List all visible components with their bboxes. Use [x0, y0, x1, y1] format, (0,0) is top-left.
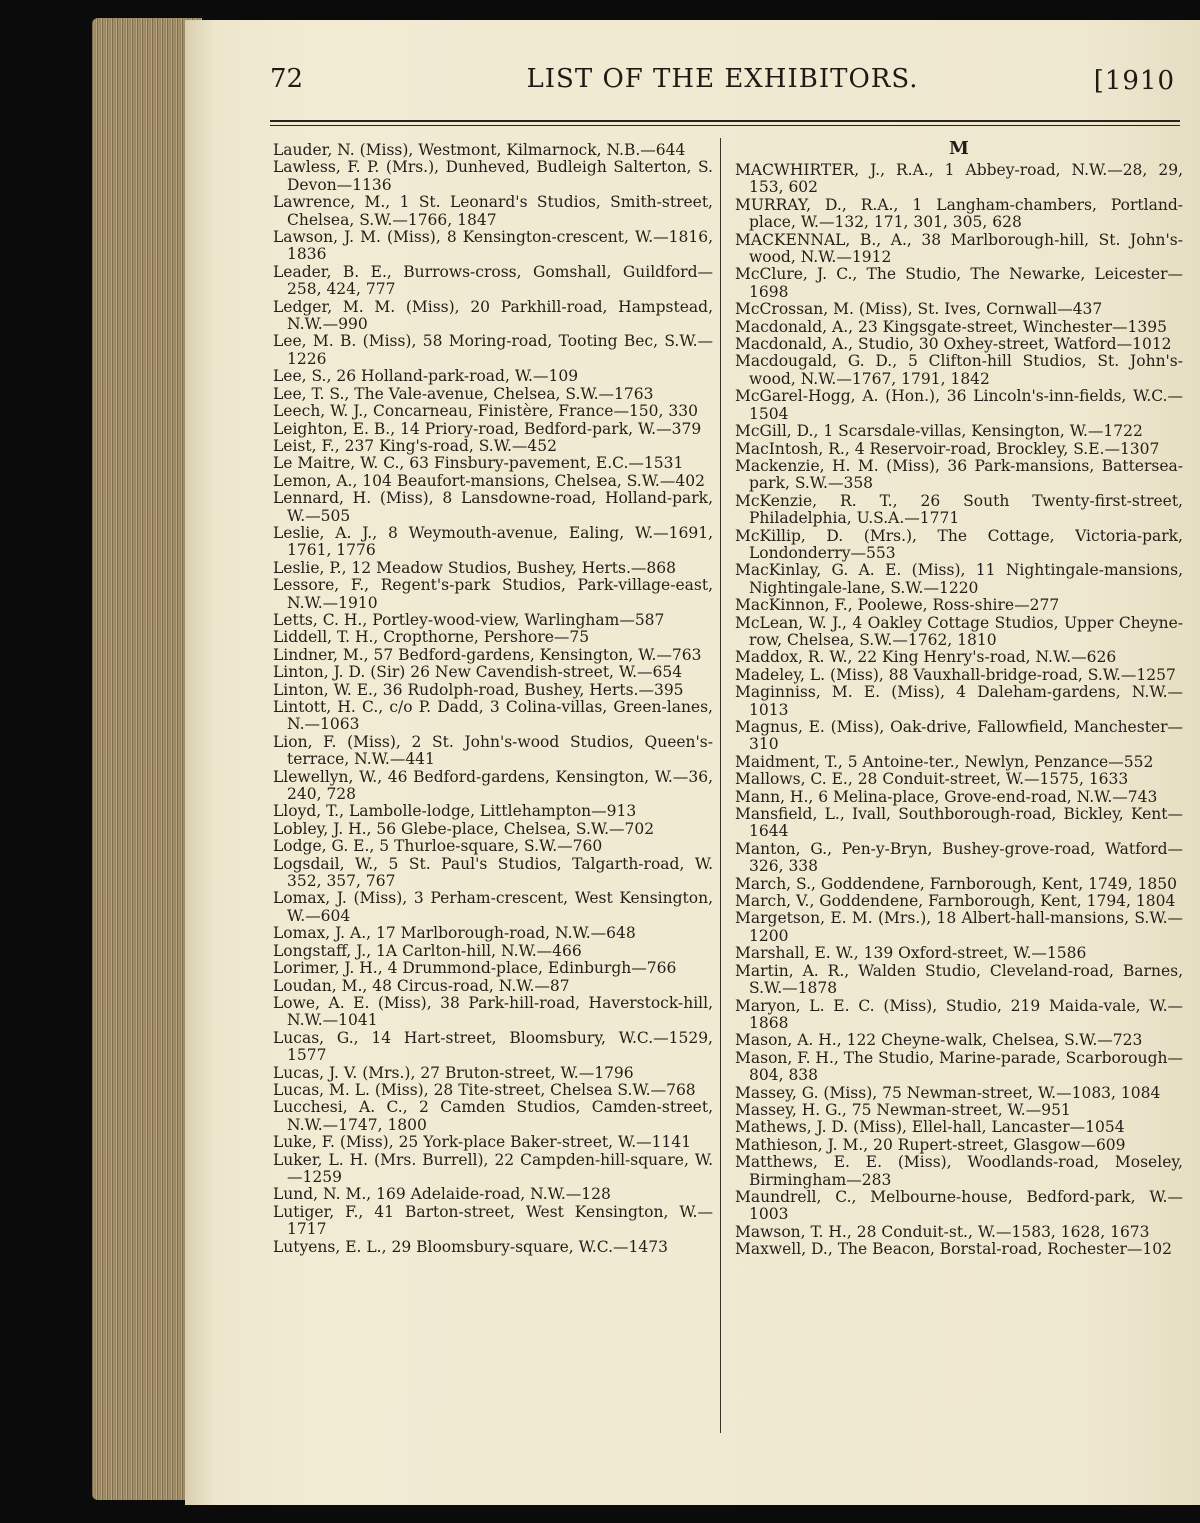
- exhibitor-entry: Mackenzie, H. M. (Miss), 36 Park-mansions, Battersea-park, S.W.—358: [735, 456, 1183, 493]
- exhibitor-entry: Matthews, E. E. (Miss), Woodlands-road, Moseley, Birmingham—283: [735, 1153, 1183, 1189]
- exhibitor-entry: Linton, J. D. (Sir) 26 New Cavendish-street, W.—654: [273, 663, 683, 682]
- exhibitor-entry: Lucchesi, A. C., 2 Camden Studios, Camden-street, N.W.—1747, 1800: [273, 1098, 713, 1134]
- exhibitor-entry: Maidment, T., 5 Antoine-ter., Newlyn, Penzance—552: [735, 752, 1154, 771]
- exhibitor-entry: Manton, G., Pen-y-Bryn, Bushey-grove-road, Watford—326, 338: [735, 839, 1183, 876]
- exhibitor-entry: Mann, H., 6 Melina-place, Grove-end-road, N.W.—743: [735, 787, 1158, 806]
- exhibitor-entry: McLean, W. J., 4 Oakley Cottage Studios, Upper Cheyne-row, Chelsea, S.W.—1762, 1810: [735, 613, 1183, 649]
- exhibitor-entry: Lomax, J. A., 17 Marlborough-road, N.W.—648: [273, 924, 636, 943]
- exhibitor-entry: Lintott, H. C., c/o P. Dadd, 3 Colina-villas, Green-lanes, N.—1063: [273, 698, 713, 734]
- exhibitor-entry: Leslie, A. J., 8 Weymouth-avenue, Ealing, W.—1691, 1761, 1776: [273, 523, 713, 560]
- exhibitor-entry: McGarel-Hogg, A. (Hon.), 36 Lincoln's-inn-fields, W.C.—1504: [735, 387, 1183, 423]
- exhibitor-entry: Maginniss, M. E. (Miss), 4 Daleham-gardens, N.W.—1013: [735, 683, 1183, 719]
- exhibitor-entry: Lawless, F. P. (Mrs.), Dunheved, Budleigh Salterton, S. Devon—1136: [273, 158, 713, 194]
- exhibitor-entry: Liddell, T. H., Cropthorne, Pershore—75: [273, 628, 590, 647]
- exhibitor-entry: Marshall, E. W., 139 Oxford-street, W.—1586: [735, 944, 1087, 963]
- exhibitor-entry: Mawson, T. H., 28 Conduit-st., W.—1583, 1628, 1673: [735, 1222, 1150, 1241]
- exhibitor-entry: Mallows, C. E., 28 Conduit-street, W.—1575, 1633: [735, 770, 1129, 789]
- exhibitor-entry: March, V., Goddendene, Farnborough, Kent, 1794, 1804: [735, 892, 1176, 911]
- exhibitor-entry: Lawson, J. M. (Miss), 8 Kensington-crescent, W.—1816, 1836: [273, 228, 713, 264]
- exhibitor-entry: Luke, F. (Miss), 25 York-place Baker-street, W.—1141: [273, 1133, 692, 1152]
- exhibitor-entry: Lutiger, F., 41 Barton-street, West Kensington, W.—1717: [273, 1202, 713, 1239]
- exhibitor-entry: Lemon, A., 104 Beaufort-mansions, Chelsea, S.W.—402: [273, 471, 705, 490]
- exhibitor-entry: Lorimer, J. H., 4 Drummond-place, Edinburgh—766: [273, 959, 677, 978]
- book-page: [185, 20, 1200, 1505]
- exhibitor-entry: Lennard, H. (Miss), 8 Lansdowne-road, Holland-park, W.—505: [273, 489, 713, 525]
- exhibitor-entry: McGill, D., 1 Scarsdale-villas, Kensington, W.—1722: [735, 422, 1143, 441]
- exhibitor-entry: Martin, A. R., Walden Studio, Cleveland-road, Barnes, S.W.—1878: [735, 961, 1183, 998]
- exhibitor-entry: Mansfield, L., Ivall, Southborough-road, Bickley, Kent—1644: [735, 805, 1183, 841]
- exhibitor-entry: Lion, F. (Miss), 2 St. John's-wood Studios, Queen's-terrace, N.W.—441: [273, 732, 713, 769]
- exhibitor-entry: Lee, M. B. (Miss), 58 Moring-road, Tooting Bec, S.W.—1226: [273, 332, 713, 368]
- exhibitor-entry: Mathews, J. D. (Miss), Ellel-hall, Lancaster—1054: [735, 1118, 1125, 1137]
- exhibitor-entry: Macdougald, G. D., 5 Clifton-hill Studios, St. John's-wood, N.W.—1767, 1791, 1842: [735, 352, 1183, 388]
- exhibitor-entry: Leech, W. J., Concarneau, Finistère, France—150, 330: [273, 402, 698, 421]
- section-letter: M: [949, 138, 969, 159]
- left-column: [273, 142, 713, 1256]
- exhibitor-entry: Lodge, G. E., 5 Thurloe-square, S.W.—760: [273, 837, 603, 856]
- exhibitor-entry: Massey, G. (Miss), 75 Newman-street, W.—1083, 1084: [735, 1083, 1161, 1102]
- exhibitor-entry: Lowe, A. E. (Miss), 38 Park-hill-road, Haverstock-hill, N.W.—1041: [273, 993, 713, 1030]
- exhibitor-entry: Lee, T. S., The Vale-avenue, Chelsea, S.W.—1763: [273, 384, 654, 403]
- exhibitor-entry: Macdonald, A., Studio, 30 Oxhey-street, Watford—1012: [735, 335, 1172, 354]
- exhibitor-entry: Lawrence, M., 1 St. Leonard's Studios, Smith-street, Chelsea, S.W.—1766, 1847: [273, 193, 713, 229]
- exhibitor-entry: Leader, B. E., Burrows-cross, Gomshall, Guildford—258, 424, 777: [273, 262, 713, 299]
- exhibitor-entry: Logsdail, W., 5 St. Paul's Studios, Talgarth-road, W. 352, 357, 767: [273, 854, 713, 891]
- exhibitor-entry: Leist, F., 237 King's-road, S.W.—452: [273, 436, 557, 455]
- exhibitor-entry: Lutyens, E. L., 29 Bloomsbury-square, W.C.—1473: [273, 1237, 668, 1256]
- exhibitor-entry: Mason, F. H., The Studio, Marine-parade, Scarborough—804, 838: [735, 1048, 1184, 1085]
- page-number: 72: [270, 64, 304, 94]
- exhibitor-entry: Longstaff, J., 1A Carlton-hill, N.W.—466: [273, 941, 582, 960]
- exhibitor-entry: Lucas, G., 14 Hart-street, Bloomsbury, W.C.—1529, 1577: [273, 1028, 713, 1065]
- exhibitor-entry: Lauder, N. (Miss), Westmont, Kilmarnock, N.B.—644: [273, 141, 686, 159]
- exhibitor-entry: Mathieson, J. M., 20 Rupert-street, Glasgow—609: [735, 1135, 1126, 1154]
- exhibitor-entry: MacKinlay, G. A. E. (Miss), 11 Nightingale-mansions, Nightingale-lane, S.W.—1220: [735, 561, 1183, 597]
- exhibitor-entry: Macdonald, A., 23 Kingsgate-street, Winchester—1395: [735, 317, 1167, 336]
- exhibitor-entry: Leighton, E. B., 14 Priory-road, Bedford-park, W.—379: [273, 419, 702, 438]
- exhibitor-entry: McCrossan, M. (Miss), St. Ives, Cornwall—437: [735, 300, 1103, 319]
- exhibitor-entry: Loudan, M., 48 Circus-road, N.W.—87: [273, 976, 570, 995]
- exhibitor-entry: Llewellyn, W., 46 Bedford-gardens, Kensington, W.—36, 240, 728: [273, 767, 713, 804]
- exhibitor-entry: Maundrell, C., Melbourne-house, Bedford-park, W.—1003: [735, 1187, 1183, 1224]
- right-column: [735, 162, 1183, 1259]
- column-divider: [720, 138, 721, 1433]
- exhibitor-entry: Massey, H. G., 75 Newman-street, W.—951: [735, 1100, 1071, 1119]
- exhibitor-entry: MACKENNAL, B., A., 38 Marlborough-hill, St. John's-wood, N.W.—1912: [735, 230, 1183, 267]
- exhibitor-entry: Lessore, F., Regent's-park Studios, Park-village-east, N.W.—1910: [273, 576, 713, 612]
- exhibitor-entry: MACWHIRTER, J., R.A., 1 Abbey-road, N.W.—28, 29, 153, 602: [735, 161, 1183, 197]
- exhibitor-entry: Letts, C. H., Portley-wood-view, Warlingham—587: [273, 610, 665, 629]
- exhibitor-entry: Lindner, M., 57 Bedford-gardens, Kensington, W.—763: [273, 645, 702, 664]
- year-label: [1910: [1093, 66, 1175, 96]
- exhibitor-entry: McKenzie, R. T., 26 South Twenty-first-street, Philadelphia, U.S.A.—1771: [735, 491, 1183, 528]
- exhibitor-entry: McKillip, D. (Mrs.), The Cottage, Victoria-park, Londonderry—553: [735, 526, 1183, 562]
- exhibitor-entry: Maxwell, D., The Beacon, Borstal-road, Rochester—102: [735, 1240, 1172, 1259]
- exhibitor-entry: Lund, N. M., 169 Adelaide-road, N.W.—128: [273, 1185, 611, 1204]
- exhibitor-entry: Magnus, E. (Miss), Oak-drive, Fallowfield, Manchester—310: [735, 718, 1183, 754]
- exhibitor-entry: Luker, L. H. (Mrs. Burrell), 22 Campden-hill-square, W.—1259: [273, 1150, 713, 1186]
- exhibitor-entry: Lucas, J. V. (Mrs.), 27 Bruton-street, W.—1796: [273, 1063, 634, 1082]
- exhibitor-entry: Le Maitre, W. C., 63 Finsbury-pavement, E.C.—1531: [273, 454, 684, 473]
- header-rule-thin: [270, 125, 1180, 126]
- exhibitor-entry: MacKinnon, F., Poolewe, Ross-shire—277: [735, 596, 1060, 615]
- exhibitor-entry: Ledger, M. M. (Miss), 20 Parkhill-road, Hampstead, N.W.—990: [273, 297, 713, 334]
- exhibitor-entry: Lloyd, T., Lambolle-lodge, Littlehampton—913: [273, 802, 637, 821]
- header-rule: [270, 120, 1180, 122]
- exhibitor-entry: Madeley, L. (Miss), 88 Vauxhall-bridge-road, S.W.—1257: [735, 665, 1176, 684]
- page-header: [270, 64, 1175, 114]
- exhibitor-entry: Mason, A. H., 122 Cheyne-walk, Chelsea, S.W.—723: [735, 1031, 1143, 1050]
- exhibitor-entry: MacIntosh, R., 4 Reservoir-road, Brockley, S.E.—1307: [735, 439, 1160, 458]
- exhibitor-entry: Lee, S., 26 Holland-park-road, W.—109: [273, 367, 579, 386]
- exhibitor-entry: Lucas, M. L. (Miss), 28 Tite-street, Chelsea S.W.—768: [273, 1080, 696, 1099]
- exhibitor-entry: Leslie, P., 12 Meadow Studios, Bushey, Herts.—868: [273, 558, 676, 577]
- exhibitor-entry: MURRAY, D., R.A., 1 Langham-chambers, Portland-place, W.—132, 171, 301, 305, 628: [735, 195, 1183, 232]
- exhibitor-entry: Margetson, E. M. (Mrs.), 18 Albert-hall-mansions, S.W.—1200: [735, 909, 1183, 945]
- exhibitor-entry: McClure, J. C., The Studio, The Newarke, Leicester—1698: [735, 265, 1183, 301]
- running-title: LIST OF THE EXHIBITORS.: [526, 64, 919, 94]
- exhibitor-entry: Linton, W. E., 36 Rudolph-road, Bushey, Herts.—395: [273, 680, 684, 699]
- exhibitor-entry: March, S., Goddendene, Farnborough, Kent, 1749, 1850: [735, 874, 1177, 893]
- exhibitor-entry: Maryon, L. E. C. (Miss), Studio, 219 Maida-vale, W.—1868: [735, 996, 1183, 1032]
- exhibitor-entry: Maddox, R. W., 22 King Henry's-road, N.W.—626: [735, 648, 1117, 667]
- exhibitor-entry: Lobley, J. H., 56 Glebe-place, Chelsea, S.W.—702: [273, 819, 655, 838]
- exhibitor-entry: Lomax, J. (Miss), 3 Perham-crescent, West Kensington, W.—604: [273, 889, 713, 925]
